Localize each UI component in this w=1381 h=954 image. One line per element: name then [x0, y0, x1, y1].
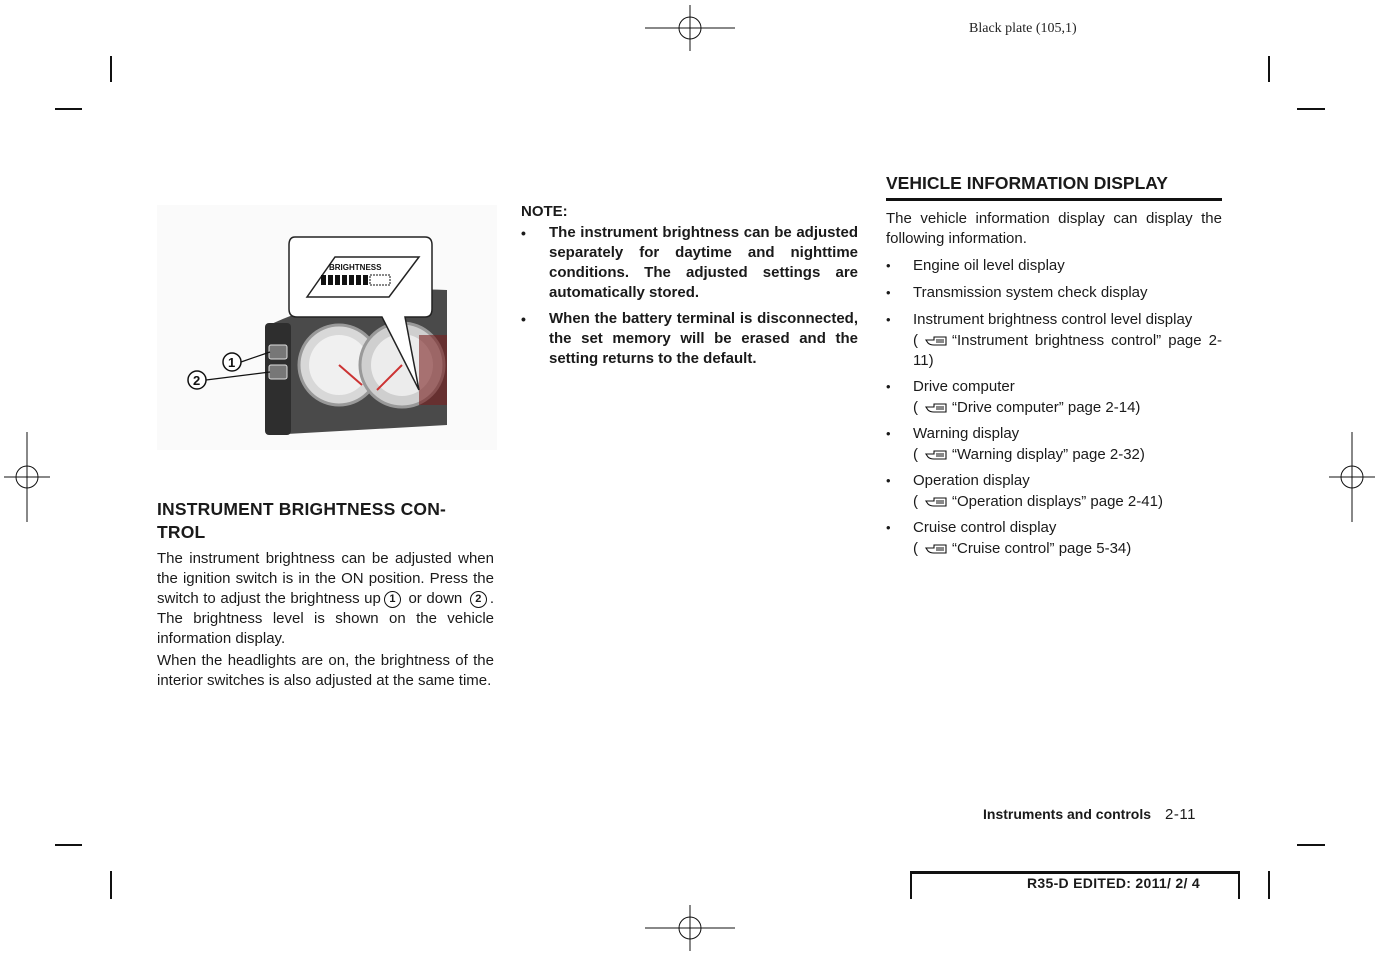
crop-mark — [55, 844, 82, 846]
page-reference[interactable]: ( “Warning display” page 2-32) — [913, 446, 1145, 463]
list-item-label: Cruise control display — [913, 519, 1057, 536]
list-item — [886, 282, 1222, 304]
reference-text: “Drive computer” page 2-14) — [952, 399, 1141, 416]
crop-mark — [1268, 871, 1270, 899]
page-number: 2-11 — [1165, 806, 1196, 823]
brightness-paragraph-2: When the headlights are on, the brightness of the interior switches is also adjusted at the same time. — [157, 652, 494, 689]
brightness-display-label: BRIGHTNESS — [329, 263, 382, 272]
registration-mark-top — [645, 5, 735, 51]
reference-text: “Operation displays” page 2-41) — [952, 493, 1163, 510]
heading-line-1: INSTRUMENT BRIGHTNESS CON- — [157, 499, 447, 519]
list-item-label: Warning display — [913, 425, 1020, 442]
instrument-brightness-heading — [157, 498, 497, 544]
registration-mark-right — [1329, 432, 1375, 522]
reference-text: “Warning display” page 2-32) — [952, 446, 1145, 463]
list-item — [886, 376, 1222, 418]
crop-mark — [55, 108, 82, 110]
reference-text: “Cruise control” page 5-34) — [952, 540, 1132, 557]
list-item-label: Instrument brightness control level display — [913, 311, 1193, 328]
note-heading: NOTE: — [521, 203, 568, 220]
brightness-paragraph-1 — [157, 549, 494, 649]
footer-section: Instruments and controls — [983, 806, 1152, 822]
reference-hand-icon — [924, 495, 950, 509]
crop-mark — [1297, 108, 1325, 110]
list-item — [886, 423, 1222, 465]
vehicle-info-list — [886, 255, 1222, 564]
note-list — [521, 223, 858, 375]
crop-mark — [1297, 844, 1325, 846]
crop-mark — [110, 56, 112, 82]
plate-label: Black plate (105,1) — [969, 21, 1077, 36]
crop-mark — [1268, 56, 1270, 82]
reference-hand-icon — [924, 448, 950, 462]
registration-mark-left — [4, 432, 50, 522]
list-item — [886, 255, 1222, 277]
list-item — [886, 470, 1222, 512]
reference-hand-icon — [924, 542, 950, 556]
page-footer — [983, 806, 1196, 823]
callout-2: 2 — [193, 373, 201, 388]
callout-1: 1 — [228, 355, 236, 370]
page-reference[interactable]: ( “Instrument brightness control” page 2-11) — [913, 332, 1222, 369]
page-reference[interactable]: ( “Drive computer” page 2-14) — [913, 399, 1141, 416]
marker-1-icon: 1 — [384, 591, 401, 608]
p1-part-c: . The brightness level is shown on the vehicle information display. — [157, 590, 495, 647]
page-reference[interactable]: ( “Cruise control” page 5-34) — [913, 540, 1132, 557]
list-item-label: Drive computer — [913, 378, 1015, 395]
marker-2-icon: 2 — [470, 591, 487, 608]
vehicle-info-display-heading: VEHICLE INFORMATION DISPLAY — [886, 173, 1222, 201]
list-item — [886, 309, 1222, 371]
list-item — [886, 517, 1222, 559]
reference-text: “Instrument brightness control” page 2-11) — [913, 332, 1222, 369]
instrument-cluster-figure — [157, 205, 497, 450]
note-item: • The instrument brightness can be adjusted separately for daytime and nighttime conditions. The adjusted settings are automatically stored. — [521, 223, 858, 303]
reference-hand-icon — [924, 401, 950, 415]
list-item-label: Engine oil level display — [913, 257, 1065, 274]
list-item-label: Operation display — [913, 472, 1030, 489]
heading-line-2: TROL — [157, 522, 206, 542]
p1-part-a: The instrument brightness can be adjusted when the ignition switch is in the ON position. Press the switch to adjust the brightness up — [157, 550, 494, 607]
registration-mark-bottom — [645, 905, 735, 951]
crop-mark — [110, 871, 112, 899]
page-reference[interactable]: ( “Operation displays” page 2-41) — [913, 493, 1163, 510]
p1-part-b: or down — [408, 590, 463, 607]
reference-hand-icon — [924, 334, 950, 348]
vehicle-info-intro: The vehicle information display can display the following information. — [886, 210, 1222, 247]
note-item: • When the battery terminal is disconnected, the set memory will be erased and the setting returns to the default. — [521, 309, 858, 369]
edited-stamp: R35-D EDITED: 2011/ 2/ 4 — [1027, 875, 1200, 891]
list-item-label: Transmission system check display — [913, 284, 1148, 301]
